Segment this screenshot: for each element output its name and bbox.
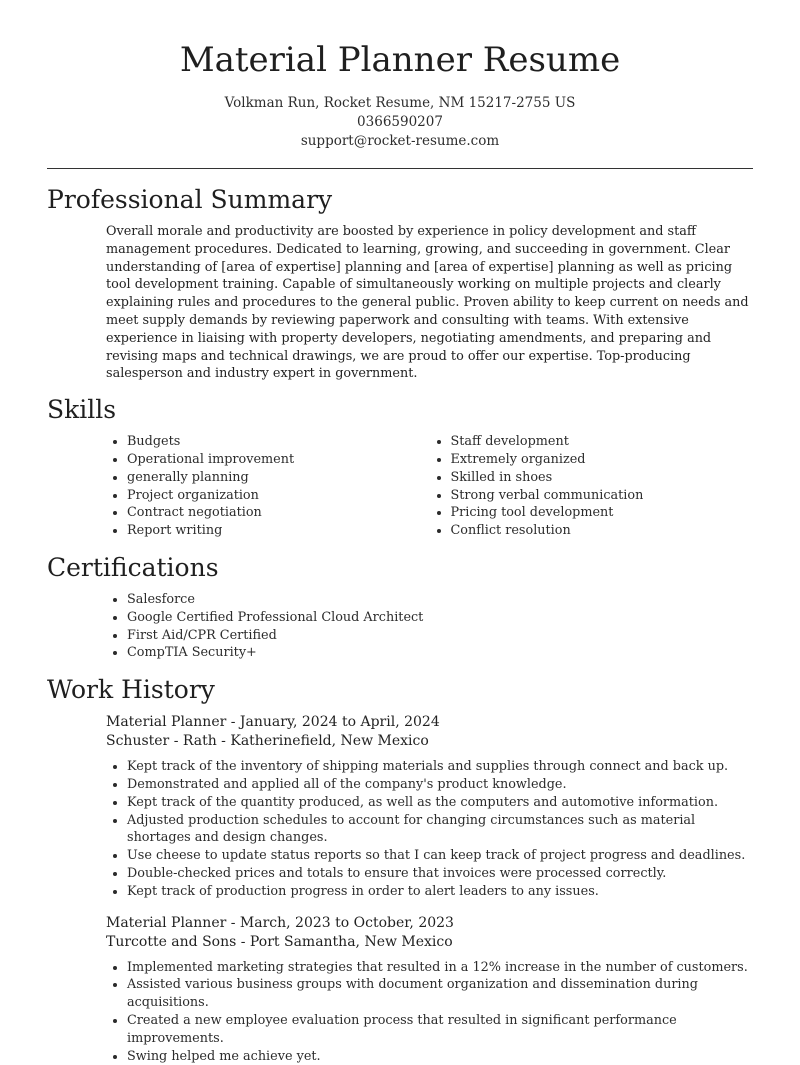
skill-item: • Project organization [127,487,430,505]
job-bullet: • Created a new employee evaluation process that resulted in significant performance improvements. [127,1012,753,1048]
job-bullet: • Use cheese to update status reports so that I can keep track of project progress and deadlines. [127,847,753,865]
job-title-dates: Material Planner - March, 2023 to October, 2023 [106,914,753,933]
skill-item: • Budgets [127,433,430,451]
job-title-dates: Material Planner - January, 2024 to April, 2024 [106,713,753,732]
skills-left-list [106,433,430,540]
job-company-location: Schuster - Rath - Katherinefield, New Mexico [106,732,753,751]
job-bullet: • Implemented marketing strategies that resulted in a 12% increase in the number of customers. [127,959,753,977]
job-company-location: Turcotte and Sons - Port Samantha, New Mexico [106,933,753,952]
job-bullet: • Double-checked prices and totals to ensure that invoices were processed correctly. [127,865,753,883]
certification-item: • CompTIA Security+ [127,644,753,662]
contact-phone: 0366590207 [47,113,753,132]
skills-heading: Skills [47,393,753,427]
skills-section [47,393,753,540]
job-bullet: • Demonstrated and applied all of the company's product knowledge. [127,776,753,794]
certifications-heading: Certifications [47,551,753,585]
certification-item: • Salesforce [127,591,753,609]
page-title: Material Planner Resume [47,38,753,82]
work-history-body [106,713,753,1065]
work-history-heading: Work History [47,673,753,707]
skill-item: • generally planning [127,469,430,487]
certifications-body [106,591,753,662]
work-history-section [47,673,753,1065]
certification-item: • First Aid/CPR Certified [127,627,753,645]
job-entry [106,914,753,1065]
resume-header [47,38,753,151]
skill-item: • Strong verbal communication [451,487,754,505]
header-divider [47,168,753,169]
professional-summary-section [47,183,753,383]
job-bullet: • Kept track of production progress in order to alert leaders to any issues. [127,883,753,901]
job-bullet: • Kept track of the quantity produced, as well as the computers and automotive information. [127,794,753,812]
job-entry [106,713,753,900]
skill-item: • Skilled in shoes [451,469,754,487]
job-bullets [106,758,753,900]
skill-item: • Report writing [127,522,430,540]
contact-email: support@rocket-resume.com [47,132,753,151]
skill-item: • Extremely organized [451,451,754,469]
skills-body [106,433,753,540]
skill-item: • Contract negotiation [127,504,430,522]
summary-heading: Professional Summary [47,183,753,217]
summary-text: Overall morale and productivity are boosted by experience in policy development and staff management procedures. Dedicated to learning, growing, and succeeding in government. Clear understanding of [area of expertise] planning and [area of expertise] planning as well as pricing tool development training. Capable of simultaneously working on multiple projects and clearly explaining rules and procedures to the general public. Proven ability to keep current on needs and meet supply demands by reviewing paperwork and consulting with teams. With extensive experience in liaising with property developers, negotiating amendments, and preparing and revising maps and technical drawings, we are proud to offer our expertise. Top-producing salesperson and industry expert in government. [106,223,753,383]
job-bullet: • Swing helped me achieve yet. [127,1048,753,1065]
summary-body [106,223,753,383]
skill-item: • Operational improvement [127,451,430,469]
certifications-list [106,591,753,662]
certification-item: • Google Certified Professional Cloud Architect [127,609,753,627]
skill-item: • Pricing tool development [451,504,754,522]
contact-address: Volkman Run, Rocket Resume, NM 15217-2755 US [47,94,753,113]
job-bullet: • Adjusted production schedules to account for changing circumstances such as material shortages and design changes. [127,812,753,848]
job-bullet: • Assisted various business groups with document organization and dissemination during acquisitions. [127,976,753,1012]
job-bullets [106,959,753,1065]
certifications-section [47,551,753,662]
skill-item: • Conflict resolution [451,522,754,540]
job-bullet: • Kept track of the inventory of shipping materials and supplies through connect and back up. [127,758,753,776]
skill-item: • Staff development [451,433,754,451]
skills-right-list [430,433,754,540]
